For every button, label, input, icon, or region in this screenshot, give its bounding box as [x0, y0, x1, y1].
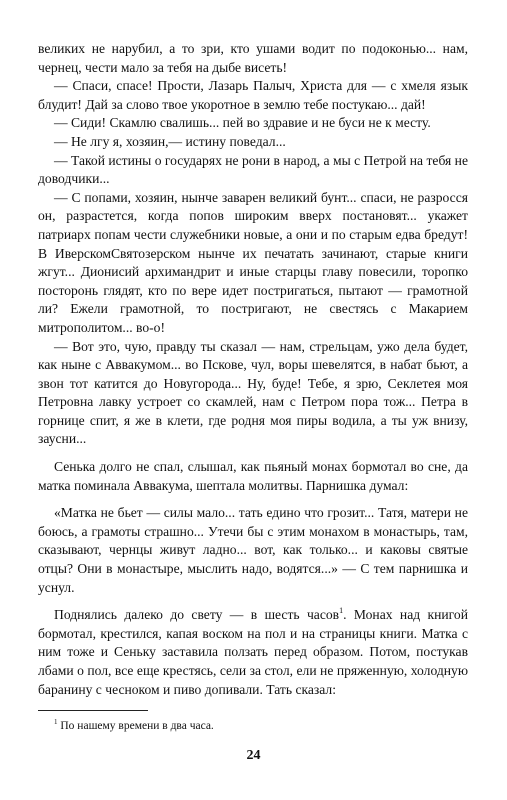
paragraph-10-text-after: . Монах над книгой бормотал, крестился, капая воском на пол и на страницы книги. Матка с ним тоже и Сеньку заставила ползать перед образом. Потом, постукав лбами о пол, все еще крестясь, сели за стол, ели не пряженную, холодную баранину с чесноком и пиво допивали. Тать сказал: — [38, 607, 468, 697]
paragraph-2: — Спаси, спасе! Прости, Лазарь Палыч, Христа для — с хмеля язык блудит! Дай за слово твое укоротное в землю тебе постукаю... дай! — [38, 78, 468, 112]
paragraph-10-text: Поднялись далеко до свету — в шесть часов — [54, 607, 340, 623]
paragraph-9: «Матка не бьет — силы мало... тать едино что грозит... Татя, матери не боюсь, а грамоты страшно... Утечи бы с этим монахом в монастырь, там, сказывают, чернцы живут ладно... вот, как только... и каковы святые отцы? Они в монастыре, мыслить надо, водятся...» — С тем парнишка и уснул. — [38, 505, 468, 595]
footnote-marker: 1 — [54, 718, 58, 726]
paragraph-1: великих не нарубил, а то зри, кто ушами водит по подоконью... нам, чернец, чести мало за тебя на дыбе висеть! — [38, 41, 468, 75]
paragraph-6: — С попами, хозяин, нынче заварен великий бунт... спаси, не разросся он, разрастется, когда попов широким вверх постановят... укажет патриарх попам чести служебники новые, а они и по старым едва бредут! В ИверскомСвятозерском нынче их печатать зачинают, старые книги жгут... Дионисий архимандрит и иные старцы главу повесили, торопко посторонь глядят, кто по вере идет постригаться, пытают — грамотной ли? Ежели грамотной, то постригают, не свестясь с Макарием митрополитом... во-о! — [38, 189, 468, 335]
paragraph-8: Сенька долго не спал, слышал, как пьяный монах бормотал во сне, да матка поминала Аввакума, шептала молитвы. Парнишка думал: — [38, 459, 468, 493]
footnote — [54, 719, 454, 734]
paragraph-5: — Такой истины о государях не рони в народ, а мы с Петрой на тебя не доводчики... — [38, 152, 468, 187]
paragraph-7: — Вот это, чую, правду ты сказал — нам, стрельцам, ужо дела будет, как ныне с Аввакумом... во Пскове, чул, воры шевелятся, в набат бьют, а звон тот катится до Новугорода... Ну, буде! Тебе, я зрю, Секлетея моя Петровна лавку устроет со скамлей, нам с Петром пора тож... Петра в горнице спит, я же в клети, где родня моя пиры водила, а ты уж внизу, заусни... — [38, 338, 468, 447]
paragraph-4: — Не лгу я, хозяин,— истину поведал... — [54, 133, 286, 149]
paragraph-10 — [38, 606, 468, 699]
footnote-text: По нашему времени в два часа. — [60, 720, 214, 732]
footnote-ref[interactable]: 1 — [339, 606, 344, 616]
footnote-divider — [38, 710, 148, 711]
page-number: 24 — [246, 748, 261, 763]
paragraph-3: — Сиди! Скамлю свалишь... пей во здравие и не буси не к месту. — [54, 115, 431, 131]
page-body — [38, 40, 468, 699]
